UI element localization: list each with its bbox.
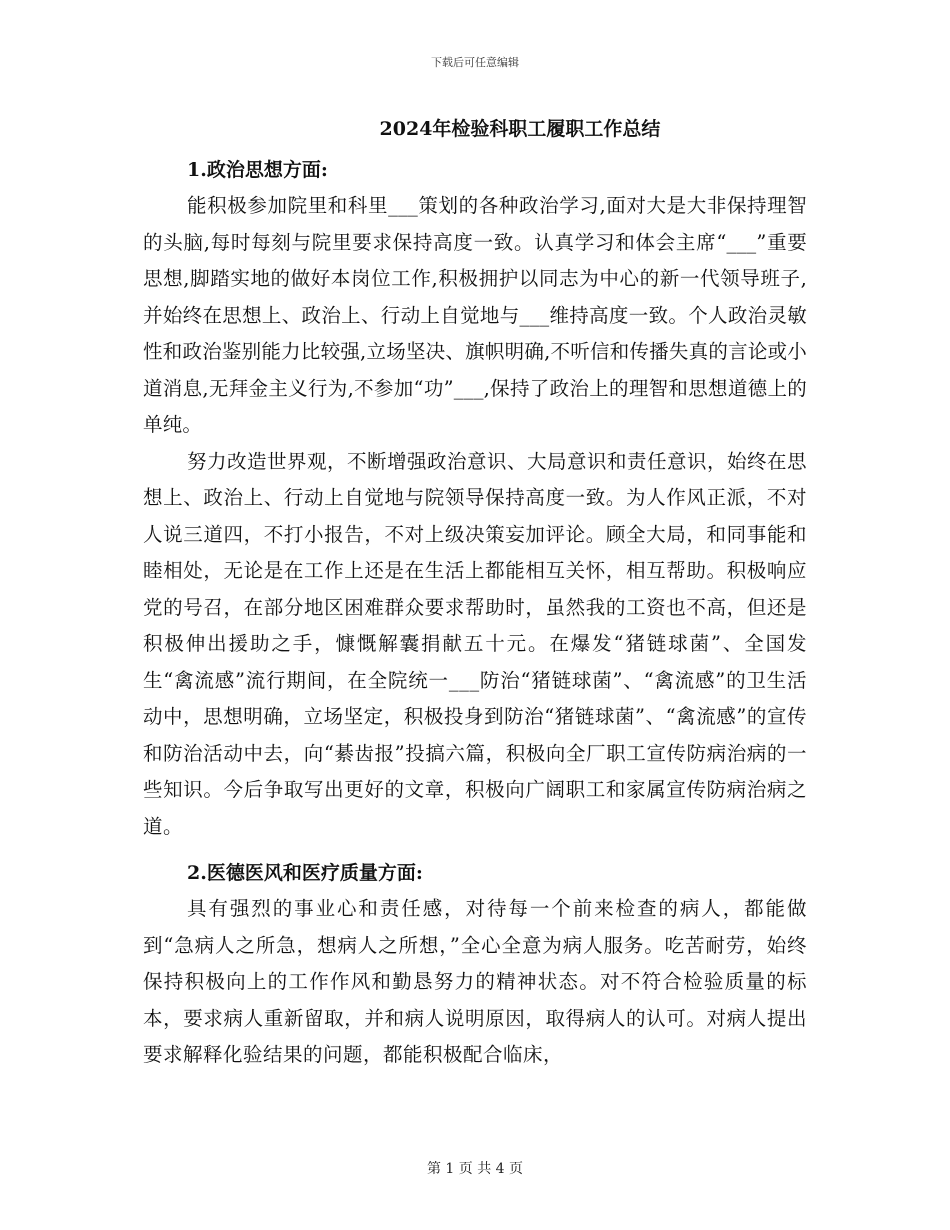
page-header-note: 下载后可任意编辑: [431, 56, 519, 69]
paragraph-politics-2: 努力改造世界观，不断增强政治意识、大局意识和责任意识，始终在思想上、政治上、行动上自觉地与院领导保持高度一致。为人作风正派，不对人说三道四，不打小报告，不对上级决策妄加评论。顾全大局，和同事能和睦相处，无论是在工作上还是在生活上都能相互关怀，相互帮助。积极响应党的号召，在部分地区困难群众要求帮助时，虽然我的工资也不高，但还是积极伸出援助之手，慷慨解囊捐献五十元。在爆发“猪链球菌”、全国发生“禽流感”流行期间，在全院统一___防治“猪链球菌”、“禽流感”的卫生活动中，思想明确，立场坚定，积极投身到防治“猪链球菌”、“禽流感”的宣传和防治活动中去，向“綦齿报”投搞六篇，积极向全厂职工宣传防病治病的一些知识。今后争取写出更好的文章，积极向广阔职工和家属宣传防病治病之道。: [143, 449, 808, 838]
paragraph-medical-ethics-1: 具有强烈的事业心和责任感，对待每一个前来检查的病人，都能做到“急病人之所急，想病人之所想，”全心全意为病人服务。吃苦耐劳，始终保持积极向上的工作作风和勤恳努力的精神状态。对不符合检验质量的标本，要求病人重新留取，并和病人说明原因，取得病人的认可。对病人提出要求解释化验结果的问题，都能积极配合临床，: [143, 897, 807, 1066]
page-footer-number: 第 1 页 共 4 页: [426, 1161, 524, 1177]
section-heading-medical-ethics: 2.医德医风和医疗质量方面:: [187, 862, 423, 884]
document-body: [143, 106, 807, 1074]
section-heading-politics: 1.政治思想方面:: [187, 159, 328, 181]
paragraph-politics-1: 能积极参加院里和科里___策划的各种政治学习,面对大是大非保持理智的头脑,每时每刻与院里要求保持高度一致。认真学习和体会主席“___”重要思想,脚踏实地的做好本岗位工作,积极拥护以同志为中心的新一代领导班子,并始终在思想上、政治上、行动上自觉地与___维持高度一致。个人政治灵敏性和政治鉴别能力比较强,立场坚决、旗帜明确,不听信和传播失真的言论或小道消息,无拜金主义行为,不参加“功”___,保持了政治上的理智和思想道德上的单纯。: [143, 194, 807, 436]
document-title: 2024年检验科职工履职工作总结: [379, 118, 661, 140]
